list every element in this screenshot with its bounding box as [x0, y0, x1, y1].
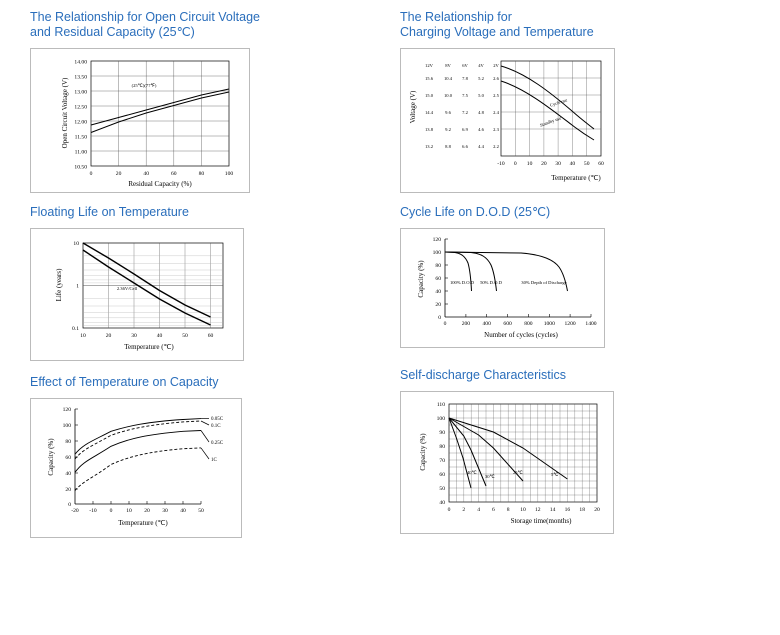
chart-charging: [400, 48, 615, 193]
ocv-xtick-20: 20: [115, 171, 122, 177]
cycle-ytick-40: 40: [435, 289, 441, 295]
charging-8v-2: 10.0: [443, 93, 453, 98]
charging-xtick-40: 40: [569, 161, 576, 167]
charging-8v-4: 9.2: [445, 127, 451, 132]
ocv-ytick-13.00: 13.00: [74, 89, 87, 96]
charging-4v-2: 5.0: [478, 93, 484, 98]
ocv-xtick-40: 40: [143, 171, 149, 177]
selfdis-ytick-60: 60: [439, 472, 445, 478]
tempcap-ytick-20: 20: [65, 487, 71, 493]
selfdis-xtick-0: 0: [447, 507, 451, 513]
charging-6v-5: 6.6: [462, 144, 468, 149]
charging-6v-1: 7.8: [462, 76, 468, 81]
selfdis-ytick-110: 110: [436, 402, 445, 408]
charging-2v-5: 2.2: [493, 144, 499, 149]
panel-tempcap: [30, 375, 310, 538]
selfdis-xtick-2: 2: [462, 507, 466, 513]
cycle-xtick-600: 600: [503, 321, 512, 327]
tempcap-xtick--10: -10: [89, 508, 97, 514]
ocv-ytick-12.50: 12.50: [74, 104, 87, 111]
selfdis-label-5c: 5℃: [551, 472, 559, 477]
cycle-ylabel: Capacity (%): [417, 260, 425, 298]
floating-ylabel: Life (years): [55, 268, 63, 302]
charging-xtick-20: 20: [541, 161, 547, 167]
charging-12v-5: 13.2: [424, 144, 434, 149]
ocv-ytick-11.00: 11.00: [74, 149, 87, 156]
chart-ocv-svg: [31, 49, 249, 192]
tempcap-xtick-0: 0: [109, 508, 113, 514]
panel-selfdis-title-line1: Self-discharge Characteristics: [400, 368, 567, 382]
charging-xtick-60: 60: [598, 161, 604, 167]
charging-xlabel: Temperature (℃): [551, 174, 601, 182]
selfdis-xtick-16: 16: [564, 507, 571, 513]
cycle-xtick-1400: 1400: [585, 321, 597, 327]
selfdis-ytick-50: 50: [439, 486, 445, 492]
ocv-ytick-10.50: 10.50: [74, 164, 87, 171]
cycle-label-100dod: 100% D.O.D: [449, 280, 475, 285]
panel-cycle-title-line1: Cycle Life on D.O.D (25℃): [400, 205, 551, 219]
charging-xtick-0: 0: [513, 161, 517, 167]
tempcap-ytick-100: 100: [62, 423, 71, 429]
tempcap-xtick-30: 30: [162, 508, 168, 514]
tempcap-ylabel: Capacity (%): [47, 438, 55, 476]
selfdis-xtick-18: 18: [579, 507, 585, 513]
chart-tempcap-svg: [31, 399, 241, 537]
charging-12v-4: 13.8: [424, 127, 434, 132]
tempcap-ytick-0: 0: [68, 502, 71, 508]
chart-ocv: [30, 48, 250, 193]
cycle-xtick-400: 400: [482, 321, 491, 327]
ocv-annotation: (25℃)(77℉): [131, 83, 157, 88]
cycle-ytick-0: 0: [438, 315, 441, 321]
cycle-xlabel: Number of cycles (cycles): [484, 331, 558, 339]
cycle-ytick-20: 20: [435, 302, 441, 308]
panel-ocv-title-line1: The Relationship for Open Circuit Voltage: [30, 10, 260, 24]
panel-cycle-title: [400, 205, 680, 220]
cycle-ytick-100: 100: [432, 250, 441, 256]
charging-2v-1: 2.6: [493, 76, 499, 81]
charging-12v-3: 14.4: [424, 110, 434, 115]
panel-charging-title: [400, 10, 670, 40]
cycle-label-30dod: 30% Depth of Discharge: [521, 280, 567, 285]
selfdis-label-30c: 30℃: [485, 474, 495, 479]
charging-header-6v: 6V: [462, 63, 468, 68]
selfdis-xtick-14: 14: [549, 507, 556, 513]
ocv-ytick-12.00: 12.00: [74, 119, 87, 126]
tempcap-ytick-120: 120: [62, 407, 71, 413]
cycle-ytick-60: 60: [435, 276, 441, 282]
charging-8v-5: 8.8: [445, 144, 451, 149]
charging-6v-4: 6.9: [462, 127, 468, 132]
panel-ocv-title-line2: and Residual Capacity (25℃): [30, 25, 195, 39]
ocv-xtick-100: 100: [224, 171, 234, 177]
selfdis-xlabel: Storage time(months): [510, 517, 572, 525]
ocv-ytick-11.50: 11.50: [74, 134, 87, 141]
cycle-ytick-80: 80: [435, 263, 441, 269]
panel-charging-title-line1: The Relationship for: [400, 10, 512, 24]
ocv-xlabel: Residual Capacity (%): [128, 180, 192, 188]
ocv-ylabel: Open Circuit Voltage (V): [61, 77, 69, 149]
panel-tempcap-title-line1: Effect of Temperature on Capacity: [30, 375, 219, 389]
tempcap-legend-0.05C: 0.05C: [211, 417, 224, 422]
tempcap-xtick-10: 10: [126, 508, 132, 514]
charging-header-2v: 2V: [493, 63, 499, 68]
charging-12v-1: 15.6: [424, 76, 434, 81]
chart-selfdis: [400, 391, 614, 534]
charging-header-8v: 8V: [445, 63, 451, 68]
selfdis-ytick-100: 100: [436, 416, 445, 422]
selfdis-label-40c: 40℃: [467, 470, 477, 475]
floating-ytick-1: 1: [76, 283, 79, 290]
tempcap-legend-0.25C: 0.25C: [211, 441, 224, 446]
tempcap-xtick-20: 20: [144, 508, 150, 514]
selfdis-xtick-20: 20: [594, 507, 600, 513]
chart-charging-svg: [401, 49, 614, 192]
cycle-ytick-120: 120: [432, 237, 441, 243]
selfdis-xtick-10: 10: [520, 507, 526, 513]
charging-header-4v: 4V: [478, 63, 484, 68]
selfdis-ytick-40: 40: [439, 500, 445, 506]
panel-selfdis: [400, 368, 680, 534]
tempcap-legend-1C: 1C: [211, 458, 217, 463]
chart-tempcap: [30, 398, 242, 538]
charging-2v-4: 2.3: [493, 127, 499, 132]
selfdis-ytick-80: 80: [439, 444, 445, 450]
selfdis-xtick-6: 6: [492, 507, 495, 513]
panel-ocv-title: [30, 10, 300, 40]
charging-8v-3: 9.6: [445, 110, 451, 115]
charging-4v-4: 4.6: [478, 127, 484, 132]
panel-floating: [30, 205, 300, 361]
charging-2v-2: 2.5: [493, 93, 499, 98]
selfdis-ytick-70: 70: [439, 458, 445, 464]
cycle-xtick-0: 0: [443, 321, 447, 327]
tempcap-ytick-40: 40: [65, 471, 71, 477]
floating-xtick-10: 10: [80, 333, 86, 339]
charging-xtick--10: -10: [497, 161, 505, 167]
panel-floating-title: [30, 205, 300, 220]
floating-annotation: 2.36V/Cell: [116, 286, 138, 291]
floating-xtick-40: 40: [156, 333, 163, 339]
charging-6v-3: 7.2: [462, 110, 468, 115]
floating-ytick-0.1: 0.1: [72, 326, 79, 332]
charging-xtick-10: 10: [526, 161, 533, 167]
charging-12v-2: 15.0: [424, 93, 434, 98]
charging-xtick-50: 50: [583, 161, 590, 167]
floating-xtick-20: 20: [105, 333, 112, 339]
panel-ocv: [30, 10, 300, 193]
panel-charging: [400, 10, 670, 193]
ocv-xtick-60: 60: [171, 171, 177, 177]
selfdis-xtick-12: 12: [535, 507, 541, 513]
charging-8v-1: 10.4: [443, 76, 453, 81]
cycle-xtick-200: 200: [461, 321, 471, 327]
panel-cycle: [400, 205, 680, 348]
tempcap-ytick-80: 80: [65, 439, 71, 445]
selfdis-ytick-90: 90: [439, 430, 445, 436]
floating-xtick-30: 30: [131, 333, 137, 339]
ocv-xtick-80: 80: [198, 171, 205, 177]
charging-xtick-30: 30: [555, 161, 561, 167]
floating-xtick-50: 50: [182, 333, 188, 339]
tempcap-xlabel: Temperature (℃): [118, 519, 168, 527]
chart-selfdis-svg: [401, 392, 613, 533]
floating-xlabel: Temperature (℃): [124, 343, 174, 351]
tempcap-xtick-50: 50: [198, 508, 204, 514]
chart-floating: [30, 228, 244, 361]
panel-charging-title-line2: Charging Voltage and Temperature: [400, 25, 594, 39]
chart-cycle-svg: [401, 229, 604, 347]
floating-ytick-10: 10: [73, 241, 79, 247]
tempcap-xtick-40: 40: [180, 508, 186, 514]
selfdis-label-25c: 25℃: [513, 470, 523, 475]
cycle-xtick-1000: 1000: [543, 321, 555, 327]
selfdis-xtick-4: 4: [477, 507, 480, 513]
cycle-xtick-800: 800: [524, 321, 533, 327]
charging-4v-3: 4.8: [478, 110, 484, 115]
tempcap-legend-0.1C: 0.1C: [211, 424, 221, 429]
chart-floating-svg: [31, 229, 243, 360]
charging-ylabel: Voltage (V): [409, 90, 417, 124]
panel-floating-title-line1: Floating Life on Temperature: [30, 205, 189, 219]
charging-2v-3: 2.4: [493, 110, 499, 115]
charging-4v-1: 5.2: [478, 76, 484, 81]
selfdis-xtick-8: 8: [506, 507, 510, 513]
ocv-xtick-0: 0: [89, 171, 93, 177]
cycle-label-50dod: 50% D.O.D: [480, 280, 502, 285]
chart-cycle: [400, 228, 605, 348]
charging-4v-5: 4.4: [478, 144, 484, 149]
ocv-ytick-13.50: 13.50: [74, 74, 87, 81]
tempcap-ytick-60: 60: [65, 455, 71, 461]
tempcap-xtick--20: -20: [71, 508, 79, 514]
charging-annotation-cycle: Cycle use: [549, 97, 568, 108]
charging-annotation-standby: Standby use: [539, 115, 562, 128]
cycle-xtick-1200: 1200: [564, 321, 576, 327]
panel-tempcap-title: [30, 375, 310, 390]
charging-6v-2: 7.5: [462, 93, 468, 98]
charging-header-12v: 12V: [425, 63, 433, 68]
selfdis-ylabel: Capacity (%): [419, 433, 427, 471]
panel-selfdis-title: [400, 368, 680, 383]
floating-xtick-60: 60: [207, 333, 214, 339]
ocv-ytick-14.00: 14.00: [74, 59, 87, 66]
